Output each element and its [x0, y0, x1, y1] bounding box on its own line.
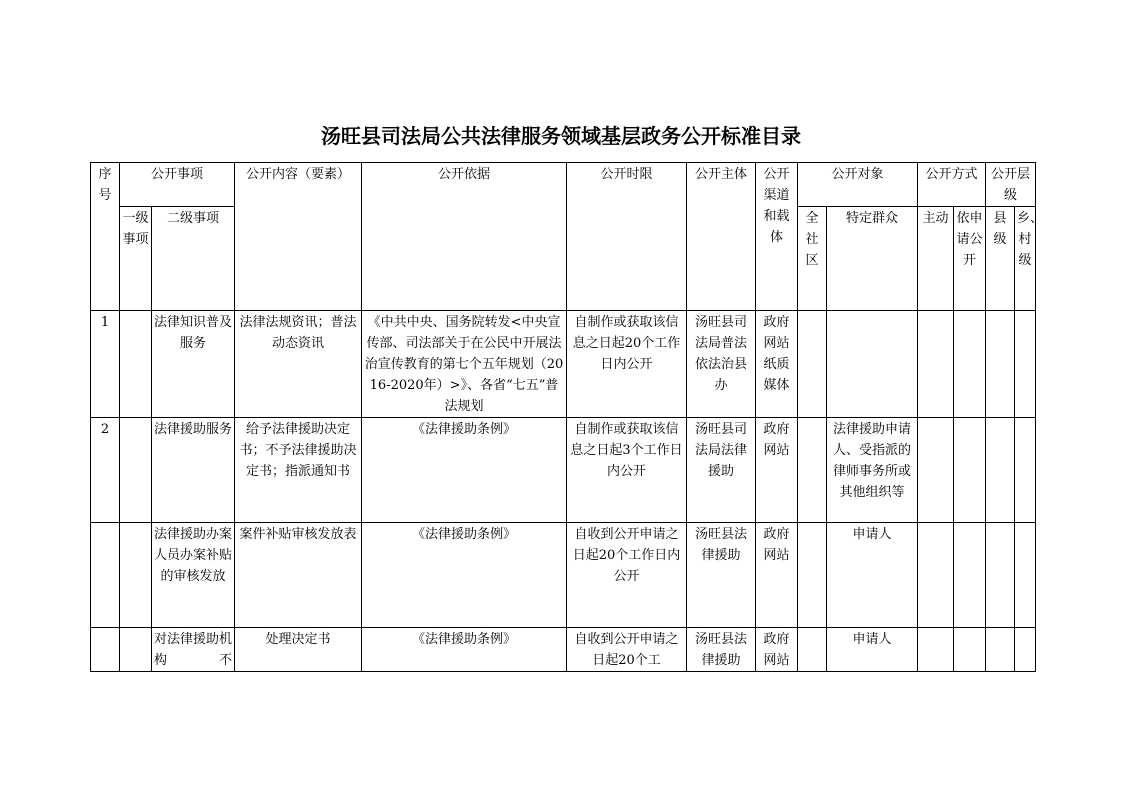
header-time-limit: 公开时限	[567, 163, 687, 311]
cell-seq: 1	[91, 311, 120, 418]
table-row	[91, 628, 1036, 672]
cell-town	[1015, 523, 1036, 628]
cell-subject: 汤旺县司法局法律援助	[687, 418, 756, 523]
header-target-specific: 特定群众	[827, 207, 918, 311]
cell-time-limit: 自制作或获取该信息之日起3个工作日内公开	[567, 418, 687, 523]
cell-content: 案件补贴审核发放表	[235, 523, 362, 628]
cell-target-all	[798, 418, 827, 523]
cell-seq	[91, 628, 120, 672]
cell-active	[918, 523, 954, 628]
cell-basis: 《中共中央、国务院转发<中央宣传部、司法部关于在公民中开展法治宣传教育的第七个五年规划（2016-2020年）>》、各省“七五”普法规划	[362, 311, 567, 418]
cell-l1	[120, 311, 152, 418]
cell-time-limit: 自收到公开申请之日起20个工作日内公开	[567, 523, 687, 628]
cell-channel: 政府网站纸质媒体	[756, 311, 798, 418]
header-content: 公开内容（要素）	[235, 163, 362, 311]
cell-seq	[91, 523, 120, 628]
header-method-apply: 依申请公开	[954, 207, 986, 311]
cell-l1	[120, 523, 152, 628]
cell-subject: 汤旺县司法局普法依法治县办	[687, 311, 756, 418]
table-row	[91, 311, 1036, 418]
cell-basis: 《法律援助条例》	[362, 628, 567, 672]
header-level-county: 县级	[986, 207, 1015, 311]
header-method: 公开方式	[918, 163, 986, 207]
cell-county	[986, 628, 1015, 672]
header-method-active: 主动	[918, 207, 954, 311]
cell-content: 处理决定书	[235, 628, 362, 672]
cell-target-specific: 申请人	[827, 523, 918, 628]
cell-subject: 汤旺县法律援助	[687, 523, 756, 628]
table-row	[91, 523, 1036, 628]
header-seq: 序号	[91, 163, 120, 311]
cell-channel: 政府网站	[756, 628, 798, 672]
catalog-table	[90, 162, 1044, 672]
header-item-l1: 一级事项	[120, 207, 152, 311]
cell-target-specific: 申请人	[827, 628, 918, 672]
cell-town	[1015, 418, 1036, 523]
cell-target-all	[798, 311, 827, 418]
cell-time-limit: 自制作或获取该信息之日起20个工作日内公开	[567, 311, 687, 418]
header-item: 公开事项	[120, 163, 235, 207]
table-row	[91, 418, 1036, 523]
cell-content: 法律法规资讯；普法动态资讯	[235, 311, 362, 418]
cell-l2: 法律援助办案人员办案补贴的审核发放	[152, 523, 235, 628]
header-subject: 公开主体	[687, 163, 756, 311]
cell-target-all	[798, 628, 827, 672]
cell-basis: 《法律援助条例》	[362, 418, 567, 523]
cell-time-limit: 自收到公开申请之日起20个工	[567, 628, 687, 672]
cell-active	[918, 418, 954, 523]
cell-county	[986, 523, 1015, 628]
cell-content: 给予法律援助决定书；不予法律援助决定书；指派通知书	[235, 418, 362, 523]
cell-target-specific: 法律援助申请人、受指派的律师事务所或其他组织等	[827, 418, 918, 523]
cell-apply	[954, 523, 986, 628]
cell-l2: 对法律援助机构不	[152, 628, 235, 672]
header-row-1	[91, 163, 1036, 207]
cell-apply	[954, 418, 986, 523]
header-target-all: 全社区	[798, 207, 827, 311]
cell-basis: 《法律援助条例》	[362, 523, 567, 628]
cell-channel: 政府网站	[756, 523, 798, 628]
header-channel: 公开渠道和载体	[756, 163, 798, 311]
cell-channel: 政府网站	[756, 418, 798, 523]
header-target: 公开对象	[798, 163, 918, 207]
cell-l1	[120, 628, 152, 672]
cell-active	[918, 628, 954, 672]
cell-town	[1015, 628, 1036, 672]
cell-apply	[954, 628, 986, 672]
cell-l1	[120, 418, 152, 523]
cell-target-all	[798, 523, 827, 628]
cell-l2: 法律援助服务	[152, 418, 235, 523]
header-level-town: 乡、村级	[1015, 207, 1036, 311]
cell-county	[986, 311, 1015, 418]
page-title: 汤旺县司法局公共法律服务领域基层政务公开标准目录	[321, 124, 801, 148]
header-item-l2: 二级事项	[152, 207, 235, 311]
cell-active	[918, 311, 954, 418]
cell-apply	[954, 311, 986, 418]
header-level: 公开层级	[986, 163, 1036, 207]
header-basis: 公开依据	[362, 163, 567, 311]
cell-seq: 2	[91, 418, 120, 523]
cell-town	[1015, 311, 1036, 418]
cell-target-specific	[827, 311, 918, 418]
cell-county	[986, 418, 1015, 523]
cell-l2: 法律知识普及服务	[152, 311, 235, 418]
cell-subject: 汤旺县法律援助	[687, 628, 756, 672]
